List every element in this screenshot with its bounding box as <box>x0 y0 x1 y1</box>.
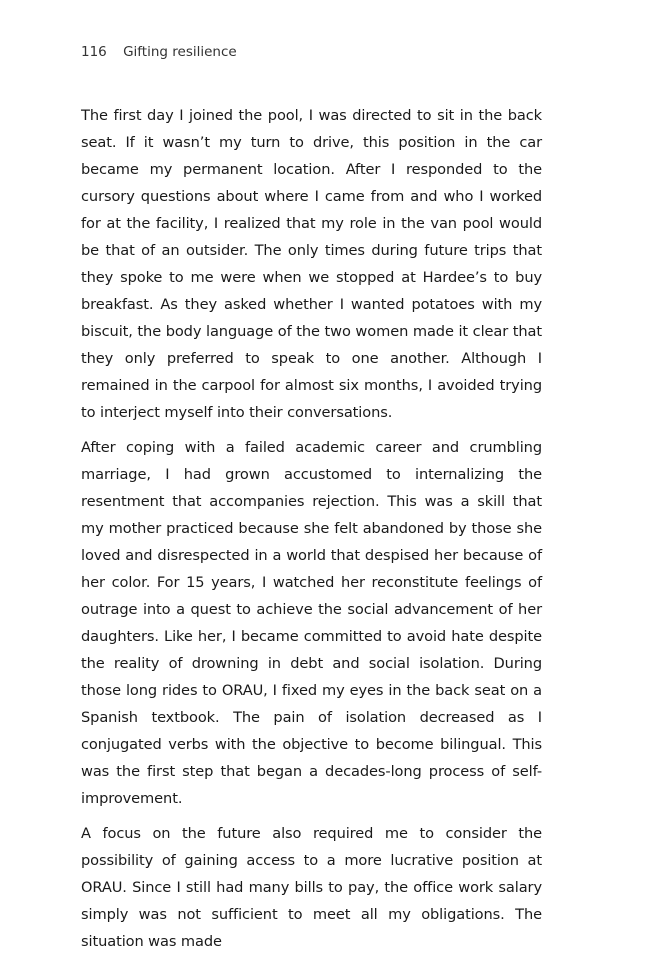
paragraph: The first day I joined the pool, I was directed to sit in the back seat. If it wasn’t my turn to drive, this position in the car became my permanent location. After I responded to the cursory questions about where I came from and who I worked for at the facility, I realized that my role in the van pool would be that of an outsider. The only times during future trips that they spoke to me were when we stopped at Hardee’s to buy breakfast. As they asked whether I wanted potatoes with my biscuit, the body language of the two women made it clear that they only preferred to speak to one another. Although I remained in the carpool for almost six months, I avoided trying to interject myself into their conversations. <box>81 107 542 421</box>
paragraph: A focus on the future also required me to consider the possibility of gaining access to a more lucrative position at ORAU. Since I still had many bills to pay, the office work salary simply was not sufficient to meet all my obligations. The situation was made <box>81 825 542 950</box>
page-number: 116 <box>81 44 107 60</box>
body-text <box>81 102 542 963</box>
paragraph: After coping with a failed academic career and crumbling marriage, I had grown accustomed to internalizing the resentment that accompanies rejection. This was a skill that my mother practiced because she felt abandoned by those she loved and disrespected in a world that despised her because of her color. For 15 years, I watched her reconstitute feelings of outrage into a quest to achieve the social advancement of her daughters. Like her, I became committed to avoid hate despite the reality of drowning in debt and social isolation. During those long rides to ORAU, I fixed my eyes in the back seat on a Spanish textbook. The pain of isolation decreased as I conjugated verbs with the objective to become bilingual. This was the first step that began a decades-long process of self-improvement. <box>81 439 542 807</box>
running-head-title: Gifting resilience <box>123 44 237 60</box>
running-head <box>81 43 237 61</box>
